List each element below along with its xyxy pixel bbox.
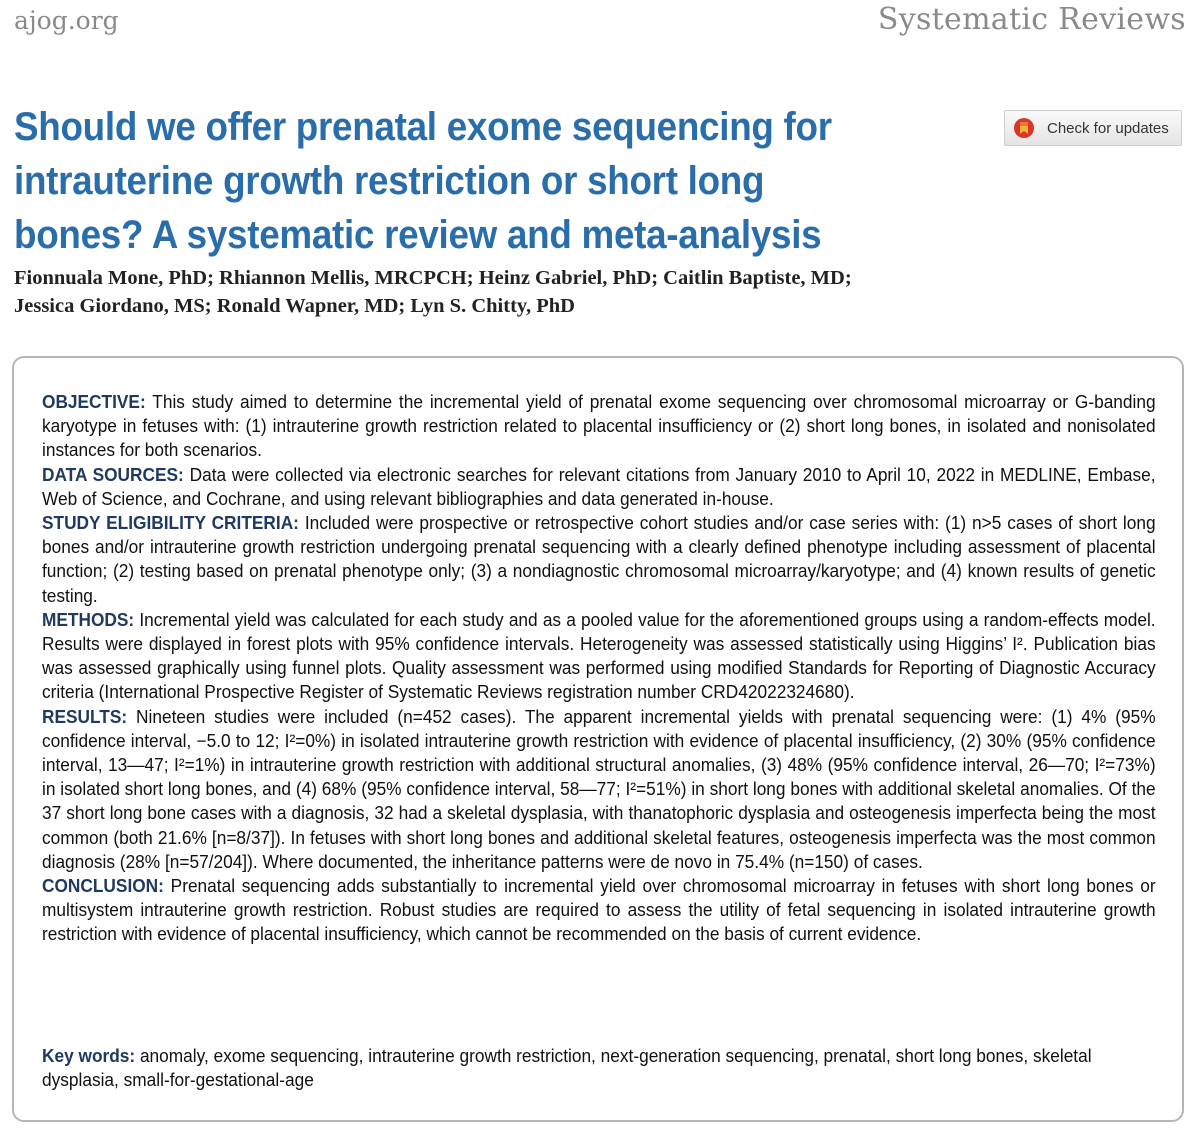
objective-text: This study aimed to determine the incremental yield of prenatal exome sequencing over chromosomal microarray or G-banding karyotype in fetuses with: (1) intrauterine growth restriction related to placental insufficiency or (2) short long bones, in isolated and nonisolated instances for both scenarios.	[42, 392, 1156, 461]
journal-name: ajog.org	[14, 6, 119, 35]
results-label: RESULTS:	[42, 706, 128, 727]
data-sources-text: Data were collected via electronic searches for relevant citations from January 2010 to April 10, 2022 in MEDLINE, Embase, Web of Science, and Cochrane, and using relevant bibliographies and data generated in-house.	[42, 464, 1156, 509]
abstract-eligibility	[42, 511, 1156, 608]
abstract-data-sources	[42, 463, 1156, 511]
methods-text: Incremental yield was calculated for each study and as a pooled value for the aforementioned groups using a random-effects model. Results were displayed in forest plots with 95% confidence intervals. Heterogeneity was assessed statistically using Higgins’ I². Publication bias was assessed graphically using funnel plots. Quality assessment was performed using modified Standards for Reporting of Diagnostic Accuracy criteria (International Prospective Register of Systematic Reviews registration number CRD42022324680).	[42, 609, 1156, 703]
objective-label: OBJECTIVE:	[42, 392, 146, 412]
keywords	[42, 1044, 1117, 1092]
article-title: Should we offer prenatal exome sequencing for intrauterine growth restriction or short long bones? A systematic review and meta-analysis	[14, 105, 832, 257]
abstract-objective	[42, 390, 1156, 463]
check-for-updates-label: Check for updates	[1047, 119, 1169, 137]
conclusion-label: CONCLUSION:	[42, 876, 164, 897]
abstract-results	[42, 705, 1156, 874]
eligibility-label: STUDY ELIGIBILITY CRITERIA:	[42, 513, 299, 534]
conclusion-text: Prenatal sequencing adds substantially to incremental yield over chromosomal microarray in fetuses with short long bones or multisystem intrauterine growth restriction. Robust studies are required to assess the utility of fetal sequencing in isolated intrauterine growth restriction with evidence of placental insufficiency, which cannot be recommended on the basis of current evidence.	[42, 876, 1156, 945]
author-line-2: Jessica Giordano, MS; Ronald Wapner, MD; Lyn S. Chitty, PhD	[14, 295, 575, 317]
check-for-updates-button[interactable]	[1004, 110, 1182, 146]
check-for-updates-icon	[1013, 117, 1035, 139]
eligibility-text: Included were prospective or retrospective cohort studies and/or case series with: (1) n>5 cases of short long bones and/or intrauterine growth restriction undergoing prenatal sequencing with a clearly defined phenotype including assessment of placental function; (2) testing based on prenatal phenotype only; (3) a nondiagnostic chromosomal microarray/karyotype; and (4) known results of genetic testing.	[42, 513, 1156, 606]
methods-label: METHODS:	[42, 609, 135, 630]
section-name: Systematic Reviews	[877, 2, 1186, 37]
author-list	[14, 264, 1014, 320]
keywords-label: Key words:	[42, 1046, 136, 1066]
author-line-1: Fionnuala Mone, PhD; Rhiannon Mellis, MRCPCH; Heinz Gabriel, PhD; Caitlin Baptiste, MD;	[14, 267, 852, 289]
data-sources-label: DATA SOURCES:	[42, 464, 184, 485]
abstract-methods	[42, 608, 1156, 705]
results-text: Nineteen studies were included (n=452 cases). The apparent incremental yields with prenatal sequencing were: (1) 4% (95% confidence interval, −5.0 to 12; I²=0%) in isolated intrauterine growth restriction with evidence of placental insufficiency, (2) 30% (95% confidence interval, 13—47; I²=1%) in intrauterine growth restriction with additional structural anomalies, (3) 48% (95% confidence interval, 26—70; I²=73%) in isolated short long bones, and (4) 68% (95% confidence interval, 58—77; I²=51%) in short long bones with additional skeletal anomalies. Of the 37 short long bone cases with a diagnosis, 32 had a skeletal dysplasia, with thanatophoric dysplasia and osteogenesis imperfecta being the most common (both 21.6% [n=8/37]). In fetuses with short long bones and additional skeletal features, osteogenesis imperfecta was the most common diagnosis (28% [n=57/204]). Where documented, the inheritance patterns were de novo in 75.4% (n=150) of cases.	[42, 706, 1156, 872]
keywords-text: anomaly, exome sequencing, intrauterine growth restriction, next-generation sequencing, prenatal, short long bones, skeletal dysplasia, small-for-gestational-age	[42, 1046, 1092, 1090]
abstract-conclusion	[42, 874, 1156, 947]
abstract-text	[42, 390, 1156, 947]
abstract-box	[12, 356, 1184, 1122]
